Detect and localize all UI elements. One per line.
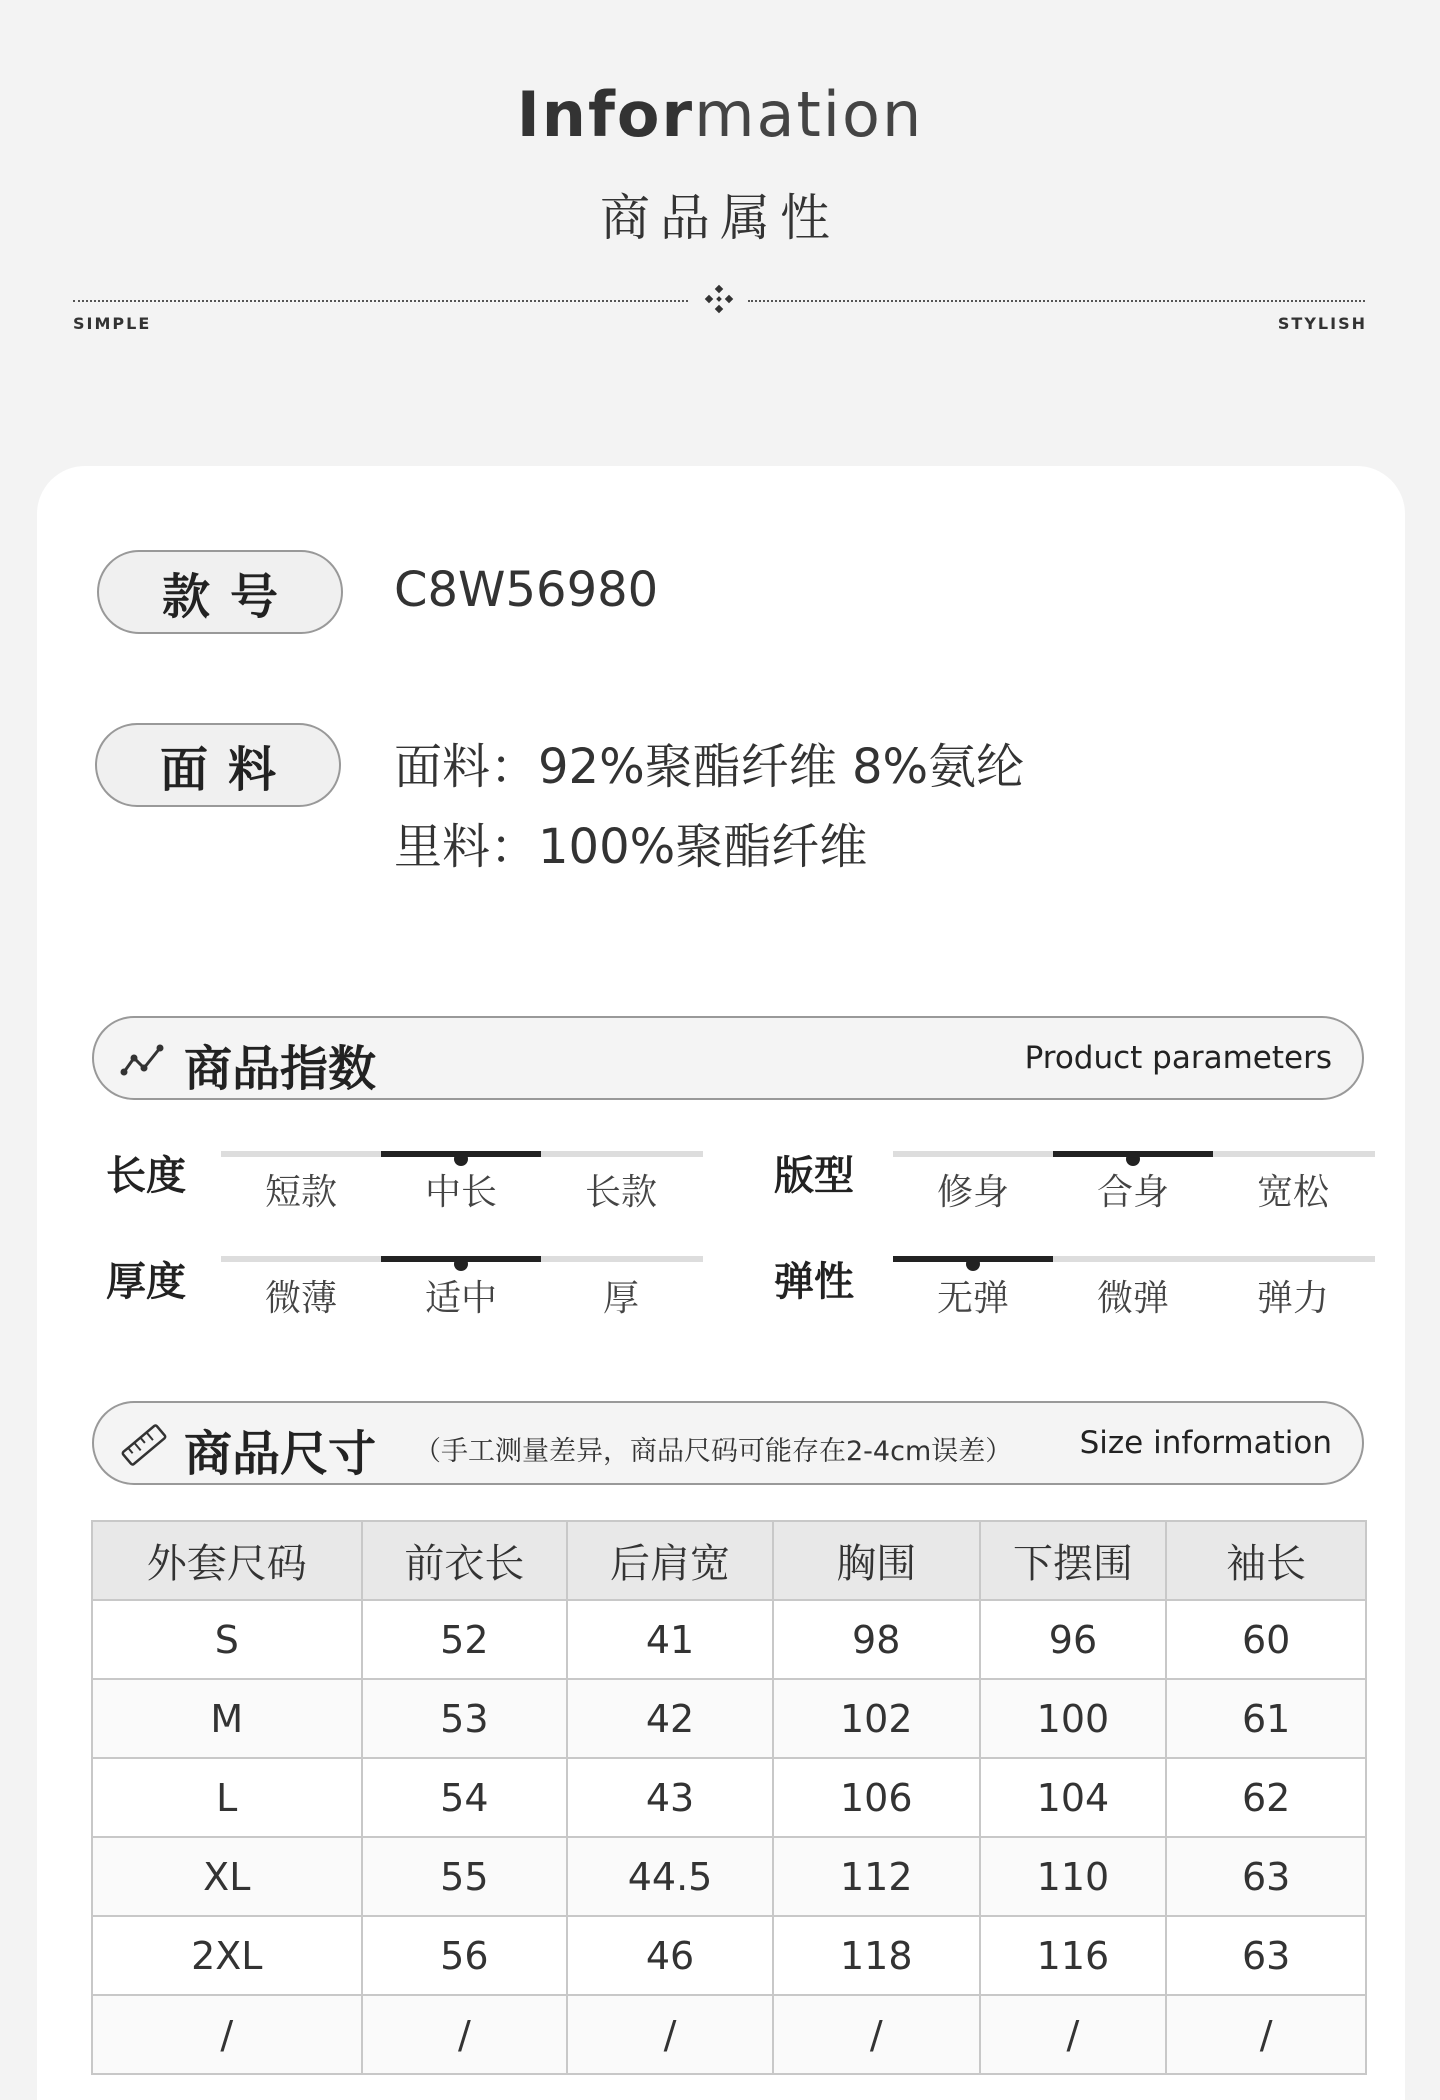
label-stylish: STYLISH: [1277, 314, 1367, 333]
table-cell: /: [362, 1995, 568, 2074]
table-cell: 110: [980, 1837, 1167, 1916]
param-label-thickness: 厚度: [106, 1259, 186, 1305]
table-cell: 46: [567, 1916, 773, 1995]
table-cell: 62: [1166, 1758, 1366, 1837]
column-header: 下摆围: [980, 1521, 1167, 1600]
page-title-en: [0, 78, 1440, 151]
table-cell: 43: [567, 1758, 773, 1837]
table-cell: 116: [980, 1916, 1167, 1995]
params-title: 商品指数: [184, 1041, 377, 1097]
params-title-en: Product parameters: [1024, 1040, 1332, 1076]
page-header: [0, 0, 1440, 360]
table-cell: 54: [362, 1758, 568, 1837]
table-cell: 52: [362, 1600, 568, 1679]
divider-left: [73, 300, 688, 302]
trend-line-icon: [120, 1038, 168, 1082]
table-cell: M: [92, 1679, 362, 1758]
table-cell: /: [1166, 1995, 1366, 2074]
table-cell: 55: [362, 1837, 568, 1916]
table-cell: 96: [980, 1600, 1167, 1679]
column-header: 袖长: [1166, 1521, 1366, 1600]
table-cell: 104: [980, 1758, 1167, 1837]
table-cell: 60: [1166, 1600, 1366, 1679]
size-note: （手工测量差异，商品尺码可能存在2-4cm误差）: [414, 1436, 1013, 1467]
fabric-lining: 里料：100%聚酯纤维: [394, 819, 868, 875]
param-marker-thickness: [454, 1257, 468, 1271]
param-option: 微薄: [264, 1278, 337, 1319]
fabric-outer: 面料：92%聚酯纤维 8%氨纶: [394, 739, 1025, 795]
table-cell: /: [567, 1995, 773, 2074]
size-title: 商品尺寸: [184, 1426, 377, 1482]
table-cell: 63: [1166, 1837, 1366, 1916]
column-header: 前衣长: [362, 1521, 568, 1600]
table-cell: 44.5: [567, 1837, 773, 1916]
table-cell: 42: [567, 1679, 773, 1758]
column-header: 后肩宽: [567, 1521, 773, 1600]
fabric-label: 面料: [95, 723, 341, 807]
table-cell: XL: [92, 1837, 362, 1916]
param-option: 修身: [936, 1172, 1009, 1213]
param-option: 宽松: [1256, 1172, 1329, 1213]
params-section-bar: [92, 1016, 1364, 1100]
page-title-zh: 商品属性: [600, 189, 840, 247]
param-label-elasticity: 弹性: [774, 1259, 854, 1305]
table-cell: 2XL: [92, 1916, 362, 1995]
param-option: 长款: [584, 1172, 657, 1213]
param-option: 适中: [424, 1278, 497, 1319]
table-cell: S: [92, 1600, 362, 1679]
table-cell: 53: [362, 1679, 568, 1758]
column-header: 胸围: [773, 1521, 980, 1600]
label-simple: SIMPLE: [73, 314, 152, 333]
table-cell: 118: [773, 1916, 980, 1995]
title-en-bold: Infor: [516, 78, 695, 151]
table-cell: 98: [773, 1600, 980, 1679]
param-option: 合身: [1096, 1172, 1169, 1213]
table-row: [92, 1758, 1366, 1837]
table-cell: /: [773, 1995, 980, 2074]
table-cell: 63: [1166, 1916, 1366, 1995]
table-row: [92, 1600, 1366, 1679]
diamond-ornament-icon: [704, 284, 734, 314]
table-row: [92, 1995, 1366, 2074]
info-card: [37, 466, 1405, 2100]
param-option: 微弹: [1096, 1278, 1169, 1319]
param-option: 弹力: [1256, 1278, 1329, 1319]
table-row: [92, 1679, 1366, 1758]
table-cell: L: [92, 1758, 362, 1837]
table-cell: 41: [567, 1600, 773, 1679]
style-no-value: C8W56980: [394, 562, 659, 618]
param-label-fit: 版型: [774, 1153, 854, 1199]
column-header: 外套尺码: [92, 1521, 362, 1600]
param-label-length: 长度: [106, 1153, 186, 1199]
size-title-en: Size information: [1079, 1425, 1332, 1461]
table-cell: 102: [773, 1679, 980, 1758]
table-cell: 112: [773, 1837, 980, 1916]
param-marker-elasticity: [966, 1257, 980, 1271]
size-section-bar: [92, 1401, 1364, 1485]
table-cell: 61: [1166, 1679, 1366, 1758]
ruler-icon: [120, 1423, 168, 1467]
table-row: [92, 1837, 1366, 1916]
table-row: [92, 1916, 1366, 1995]
param-option: 中长: [424, 1172, 497, 1213]
table-cell: /: [980, 1995, 1167, 2074]
style-no-label: 款号: [97, 550, 343, 634]
table-cell: 106: [773, 1758, 980, 1837]
title-en-light: mation: [694, 78, 924, 151]
param-option: 厚: [602, 1278, 639, 1319]
table-cell: /: [92, 1995, 362, 2074]
size-table: [91, 1520, 1367, 2075]
table-header-row: [92, 1521, 1366, 1600]
table-cell: 56: [362, 1916, 568, 1995]
param-option: 无弹: [936, 1278, 1009, 1319]
param-option: 短款: [264, 1172, 337, 1213]
table-cell: 100: [980, 1679, 1167, 1758]
divider-right: [748, 300, 1365, 302]
